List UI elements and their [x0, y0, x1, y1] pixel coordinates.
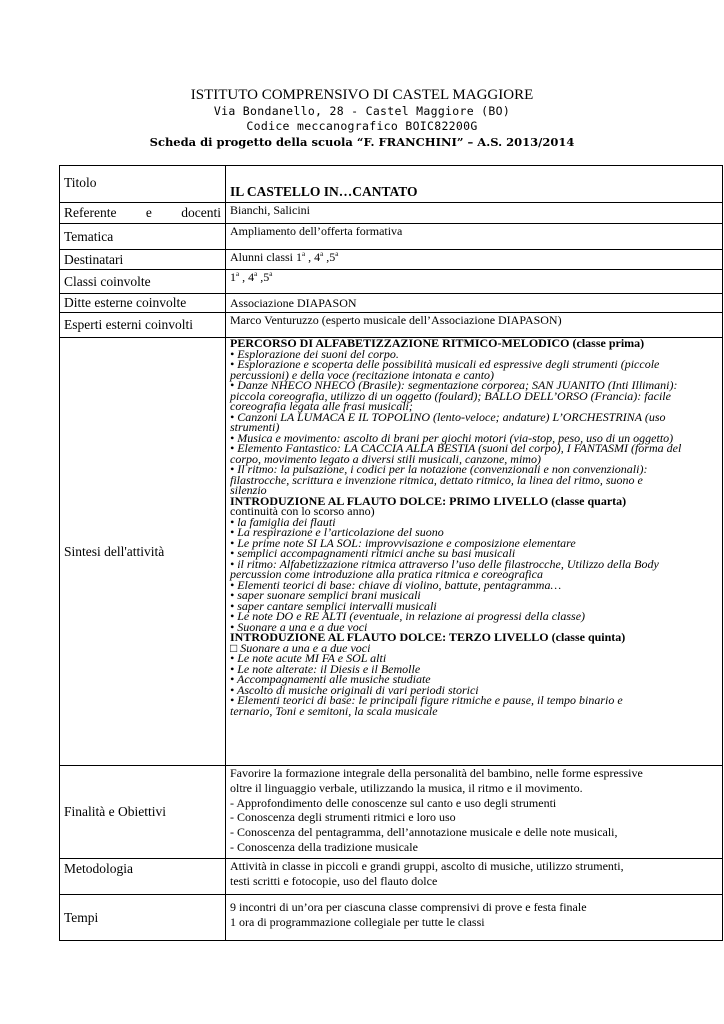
- row-destinatari: [60, 250, 723, 270]
- sintesi-line: ternario, Toni e semitoni, la scala musicale: [230, 703, 438, 718]
- school-code: Codice meccanografico BOIC82200G: [246, 119, 478, 133]
- row-classi: [60, 270, 723, 294]
- value-tematica: Ampliamento dell’offerta formativa: [226, 224, 723, 250]
- sintesi-line: • Le prime note SI LA SOL: improvvisazione e composizione elementare: [230, 535, 576, 550]
- value-referente: Bianchi, Salicini: [226, 203, 723, 224]
- label-finalita: Finalità e Obiettivi: [60, 766, 226, 859]
- label-esperti: Esperti esterni coinvolti: [60, 313, 226, 338]
- sintesi-line: coreografia legata alle frasi musicali;: [230, 399, 413, 413]
- row-tempi: [60, 895, 723, 941]
- sintesi-line: filastrocche, scrittura e invenzione ritmica, dettato ritmico, la linea del ritmo, suono e: [230, 472, 643, 487]
- sintesi-line: • Esplorazione e scoperta delle possibilità musicali ed espressive degli strumenti (piccole: [230, 357, 660, 371]
- row-ditte: [60, 294, 723, 313]
- finalita-line: - Conoscenza del pentagramma, dell’annotazione musicale e delle note musicali,: [230, 825, 618, 840]
- row-titolo: [60, 166, 723, 203]
- label-sintesi: Sintesi dell'attività: [60, 338, 226, 766]
- value-esperti: Marco Venturuzzo (esperto musicale dell’Associazione DIAPASON): [226, 313, 723, 338]
- sintesi-line: INTRODUZIONE AL FLAUTO DOLCE: TERZO LIVELLO (classe quinta): [230, 630, 626, 644]
- sintesi-line: • Canzoni LA LUMACA E IL TOPOLINO (lento-veloce; andature) L’ORCHESTRINA (uso: [230, 409, 666, 424]
- sintesi-line: percussioni) e della voce (recitazione intonata e canto): [230, 367, 495, 382]
- row-tematica: [60, 224, 723, 250]
- sintesi-line: • Le note acute MI FA e SOL alti: [230, 651, 387, 665]
- sintesi-line: piccola coreografia, utilizzo di un oggetto (foulard); BALLO DELL’ORSO (Francia): facile: [230, 388, 671, 403]
- label-referente-c: docenti: [181, 205, 221, 220]
- sintesi-line: percussion come introduzione alla pratica ritmica e coreografica: [230, 567, 543, 581]
- finalita-line: Favorire la formazione integrale della personalità del bambino, nelle forme espressive: [230, 766, 643, 780]
- row-sintesi: [60, 338, 723, 766]
- sintesi-line: • saper suonare semplici brani musicali: [230, 588, 421, 602]
- value-tempi: [226, 895, 723, 941]
- sintesi-line: • Le note alterate: il Diesis e il Bemolle: [230, 661, 421, 676]
- sintesi-line: • Accompagnamenti alle musiche studiate: [230, 672, 431, 686]
- sintesi-line: • Le note DO e RE ALTI (eventuale, in relazione ai progressi della classe): [230, 609, 586, 623]
- sintesi-line: INTRODUZIONE AL FLAUTO DOLCE: PRIMO LIVELLO (classe quarta): [230, 493, 627, 508]
- row-metodologia: [60, 859, 723, 895]
- tempi-line: 9 incontri di un’ora per ciascuna classe comprensivi di prove e festa finale: [230, 900, 587, 914]
- row-esperti: [60, 313, 723, 338]
- value-metodologia: [226, 859, 723, 895]
- sintesi-line: corpo, movimento legato a diversi stili musicali, canzone, mimo): [230, 451, 541, 466]
- label-titolo: Titolo: [60, 166, 226, 203]
- tempi-line: 1 ora di programmazione collegiale per tutte le classi: [230, 914, 485, 929]
- metodologia-line: testi scritti e fotocopie, uso del flauto dolce: [230, 873, 438, 888]
- sintesi-line: • saper cantare semplici intervalli musicali: [230, 598, 437, 613]
- label-referente-a: Referente: [64, 205, 117, 220]
- sintesi-line: • Esplorazione dei suoni del corpo.: [230, 346, 399, 361]
- value-finalita: [226, 766, 723, 859]
- sintesi-line: silenzio: [230, 483, 267, 497]
- finalita-line: - Conoscenza degli strumenti ritmici e loro uso: [230, 810, 456, 825]
- value-ditte: Associazione DIAPASON: [226, 294, 723, 313]
- sintesi-line: • Elemento Fantastico: LA CACCIA ALLA BESTIA (suoni del corpo), I FANTASMI (forma del: [230, 441, 682, 455]
- sintesi-line: • Il ritmo: la pulsazione, i codici per la notazione (convenzionali e non convenzionali):: [230, 462, 648, 476]
- value-sintesi: [226, 338, 723, 766]
- project-table: [59, 165, 723, 941]
- document-header: [0, 86, 724, 150]
- finalita-line: oltre il linguaggio verbale, utilizzando la musica, il ritmo e il movimento.: [230, 780, 583, 795]
- sintesi-line: • la famiglia dei flauti: [230, 514, 336, 529]
- sintesi-line: • semplici accompagnamenti ritmici anche su basi musicali: [230, 546, 516, 560]
- sintesi-line: • Suonare a una e a due voci: [230, 619, 368, 634]
- sintesi-line: • Elementi teorici di base: chiave di violino, battute, pentagramma…: [230, 577, 562, 592]
- label-referente: [60, 203, 226, 224]
- finalita-line: - Approfondimento delle conoscenze sul canto e uso degli strumenti: [230, 795, 557, 810]
- school-name: ISTITUTO COMPRENSIVO DI CASTEL MAGGIORE: [190, 87, 534, 103]
- sintesi-line: strumenti): [230, 420, 280, 434]
- label-tematica: Tematica: [60, 224, 226, 250]
- label-metodologia: Metodologia: [60, 859, 226, 895]
- sintesi-line: continuità con lo scorso anno): [230, 504, 375, 518]
- sintesi-line: • Ascolto di musiche originali di vari periodi storici: [230, 682, 479, 697]
- row-referente: [60, 203, 723, 224]
- label-ditte: Ditte esterne coinvolte: [60, 294, 226, 313]
- value-titolo: IL CASTELLO IN…CANTATO: [226, 166, 723, 203]
- sintesi-line: • Musica e movimento: ascolto di brani per giochi motori (via-stop, peso, uso di un oggetto): [230, 430, 674, 445]
- sintesi-line: • Elementi teorici di base: le principali figure ritmiche e pause, il tempo binario e: [230, 693, 623, 707]
- project-sheet-title: Scheda di progetto della scuola “F. FRANCHINI” – A.S. 2013/2014: [149, 135, 575, 149]
- sintesi-line: PERCORSO DI ALFABETIZZAZIONE RITMICO-MELODICO (classe prima): [230, 336, 645, 350]
- school-address: Via Bondanello, 28 - Castel Maggiore (BO): [213, 104, 511, 118]
- label-classi: Classi coinvolte: [60, 270, 226, 294]
- row-finalita: [60, 766, 723, 859]
- sintesi-line: • il ritmo: Alfabetizzazione ritmica attraverso l’uso delle filastrocche, Utilizzo della Body: [230, 556, 659, 571]
- label-referente-b: e: [145, 205, 152, 220]
- value-destinatari: Alunni classi 1$^a$ , 4$^a$ ,5$^a$: [226, 250, 723, 270]
- finalita-line: - Conoscenza della tradizione musicale: [230, 839, 418, 854]
- sintesi-line: □ Suonare a una e a due voci: [230, 640, 371, 655]
- metodologia-line: Attività in classe in piccoli e grandi gruppi, ascolto di musiche, utilizzo strumenti,: [230, 859, 624, 873]
- label-destinatari: Destinatari: [60, 250, 226, 270]
- sintesi-line: • Danze NHECO NHECO (Brasile): segmentazione corporea; SAN JUANITO (Inti Illimani):: [230, 378, 678, 392]
- value-classi: 1$^a$ , 4$^a$ ,5$^a$: [226, 270, 723, 294]
- label-tempi: Tempi: [60, 895, 226, 941]
- sintesi-line: • La respirazione e l’articolazione del suono: [230, 525, 444, 539]
